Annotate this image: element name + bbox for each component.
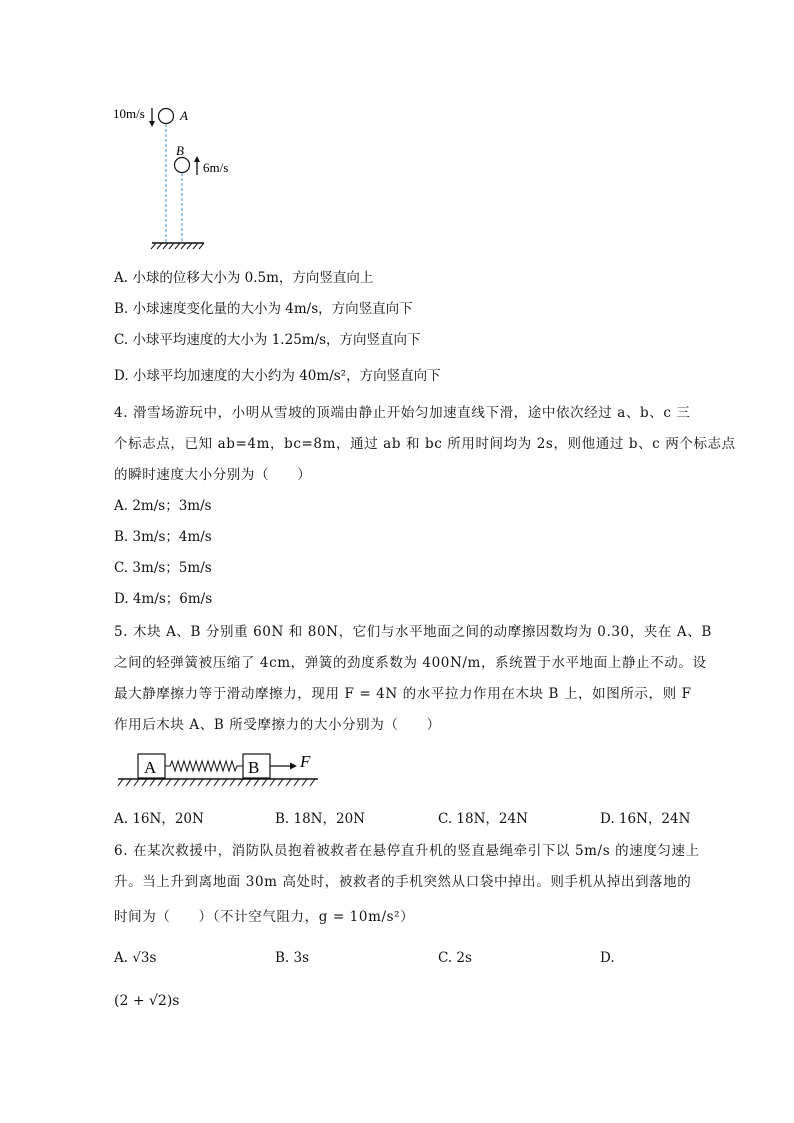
q5-stem-line-1: 5. 木块 A、B 分别重 60N 和 80N，它们与水平地面之间的动摩擦因数均为 0.30，夹在 A、B xyxy=(114,624,712,640)
ground-hatch xyxy=(151,243,204,249)
block-b-label: B xyxy=(248,758,260,777)
ball-b xyxy=(175,158,190,173)
q6-option-a: A. √3s xyxy=(114,950,157,966)
q3-option-d: D. 小球平均加速度的大小约为 40m/s²，方向竖直向下 xyxy=(114,368,441,384)
spring xyxy=(165,761,243,771)
q5-option-d: D. 16N，24N xyxy=(600,811,691,827)
q4-option-b: B. 3m/s；4m/s xyxy=(114,529,212,545)
q5-option-b: B. 18N，20N xyxy=(275,811,365,827)
q4-stem-line-1: 4. 滑雪场游玩中，小明从雪坡的顶端由静止开始匀加速直线下滑，途中依次经过 a、b、c 三 xyxy=(114,405,691,421)
q6-stem-line-1: 6. 在某次救援中，消防队员抱着被救者在悬停直升机的竖直悬绳牵引下以 5m/s 的速度匀速上 xyxy=(114,843,700,859)
q3-option-b: B. 小球速度变化量的大小为 4m/s，方向竖直向下 xyxy=(114,301,413,317)
floor-hatch xyxy=(118,779,315,786)
q5-stem-line-4: 作用后木块 A、B 所受摩擦力的大小分别为（ ） xyxy=(114,717,441,733)
q4-option-c: C. 3m/s；5m/s xyxy=(114,560,212,576)
q3-option-a: A. 小球的位移大小为 0.5m，方向竖直向上 xyxy=(114,270,374,286)
q5-option-c: C. 18N，24N xyxy=(438,811,528,827)
q6-stem-line-2: 升。当上升到离地面 30m 高处时，被救者的手机突然从口袋中掉出。则手机从掉出到落地的 xyxy=(114,874,692,890)
q4-stem-line-2: 个标志点，已知 ab=4m，bc=8m，通过 ab 和 bc 所用时间均为 2s，则他通过 b、c 两个标志点 xyxy=(114,436,736,452)
q6-option-d-value: (2 + √2)s xyxy=(114,993,180,1009)
speed-a-label: 10m/s xyxy=(113,106,145,121)
ball-a-label: A xyxy=(180,108,188,123)
q6-option-c: C. 2s xyxy=(438,950,472,966)
figure-balls-diagram xyxy=(0,0,794,260)
q5-stem-line-3: 最大静摩擦力等于滑动摩擦力，现用 F = 4N 的水平拉力作用在木块 B 上，如图所示，则 F xyxy=(114,686,692,702)
q3-option-c: C. 小球平均速度的大小为 1.25m/s，方向竖直向下 xyxy=(114,332,421,348)
q6-option-d-label: D. xyxy=(600,950,615,966)
ball-b-label: B xyxy=(176,143,184,158)
q5-option-a: A. 16N，20N xyxy=(114,811,204,827)
block-a-label: A xyxy=(144,758,157,777)
q5-stem-line-2: 之间的轻弹簧被压缩了 4cm，弹簧的劲度系数为 400N/m，系统置于水平地面上静止不动。设 xyxy=(114,655,707,671)
figure-blocks-spring xyxy=(0,745,794,805)
arrow-right-icon xyxy=(290,763,297,770)
q6-stem-line-3: 时间为（ ）（不计空气阻力，g = 10m/s²） xyxy=(114,909,415,925)
ball-a xyxy=(159,109,174,124)
q6-option-b: B. 3s xyxy=(275,950,310,966)
force-label: F xyxy=(300,752,311,771)
q4-option-d: D. 4m/s；6m/s xyxy=(114,591,213,607)
q4-stem-line-3: 的瞬时速度大小分别为（ ） xyxy=(114,467,312,483)
speed-b-label: 6m/s xyxy=(203,160,229,175)
q4-option-a: A. 2m/s；3m/s xyxy=(114,498,212,514)
